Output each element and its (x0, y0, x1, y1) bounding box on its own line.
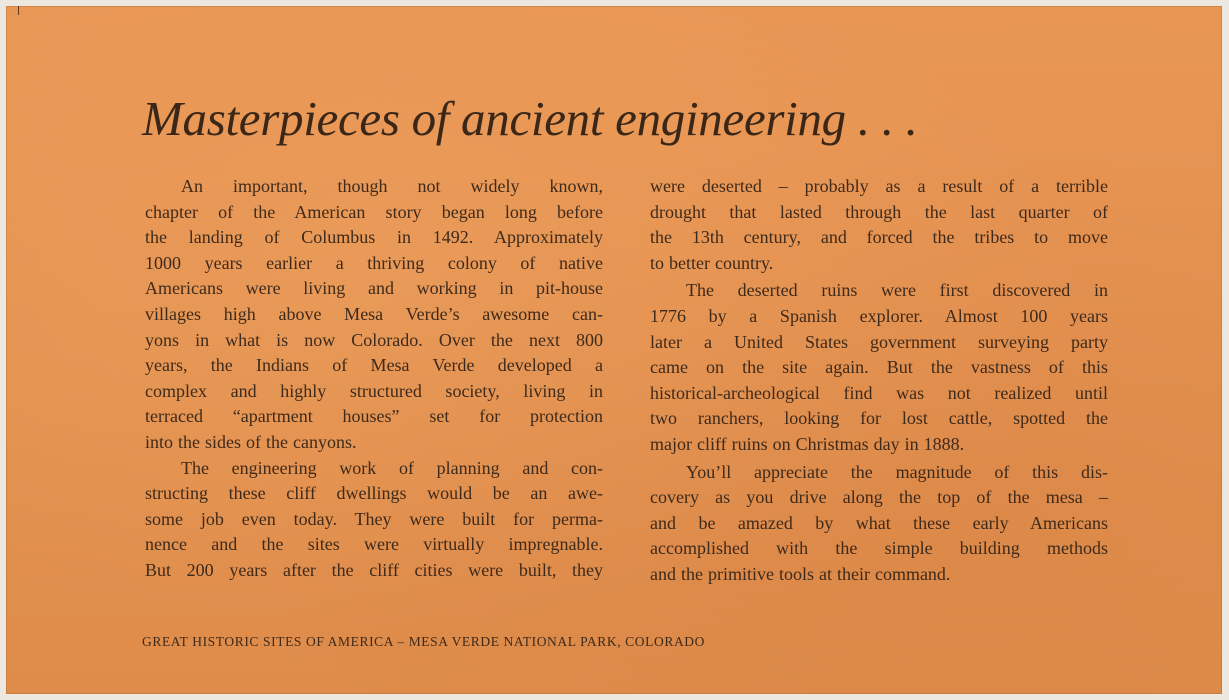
text-line: The deserted ruins were first discovered in (686, 280, 1108, 301)
text-line: Americans were living and working in pit-house (145, 278, 603, 299)
text-line: were deserted – probably as a result of a terrible (650, 176, 1108, 196)
paragraph-deserted (650, 174, 1108, 276)
text-line: some job even today. They were built for perma- (145, 508, 603, 529)
text-line: 1000 years earlier a thriving colony of native (145, 252, 603, 273)
text-line: complex and highly structured society, living in (145, 380, 603, 401)
text-line: two ranchers, looking for lost cattle, spotted the (650, 408, 1108, 429)
text-line: and the primitive tools at their command. (650, 563, 951, 584)
card-title: Masterpieces of ancient engineering . . . (142, 91, 918, 146)
text-line: and be amazed by what these early Americans (650, 512, 1108, 533)
text-line: chapter of the American story began long before (145, 201, 603, 222)
text-line: the 13th century, and forced the tribes to move (650, 227, 1108, 248)
text-line: An important, though not widely known, (181, 176, 603, 196)
text-line: 1776 by a Spanish explorer. Almost 100 years (650, 305, 1108, 326)
footer-caption: GREAT HISTORIC SITES OF AMERICA – MESA VERDE NATIONAL PARK, COLORADO (142, 634, 705, 649)
edge-mark (18, 6, 19, 15)
text-line: historical-archeological find was not realized until (650, 382, 1108, 403)
text-line: terraced “apartment houses” set for protection (145, 406, 603, 427)
text-line: nence and the sites were virtually impregnable. (145, 534, 603, 555)
paragraph-appreciate (650, 460, 1108, 588)
text-line: came on the site again. But the vastness of this (650, 357, 1108, 378)
text-line: to better country. (650, 252, 774, 273)
text-line: But 200 years after the cliff cities were built, they (145, 559, 603, 580)
text-line: accomplished with the simple building methods (650, 538, 1108, 559)
left-column (145, 174, 603, 584)
text-line: the landing of Columbus in 1492. Approximately (145, 227, 603, 248)
text-line: major cliff ruins on Christmas day in 1888. (650, 433, 965, 454)
paragraph-discovery (650, 278, 1108, 457)
text-line: The engineering work of planning and con- (181, 457, 603, 478)
body-columns (0, 174, 1229, 604)
right-column (650, 174, 1108, 588)
text-line: later a United States government surveying party (650, 331, 1108, 352)
text-line: drought that lasted through the last quarter of (650, 201, 1108, 222)
text-line: covery as you drive along the top of the mesa – (650, 487, 1108, 508)
text-line: villages high above Mesa Verde’s awesome can- (145, 303, 603, 324)
paragraph-intro (145, 174, 603, 456)
text-line: yons in what is now Colorado. Over the next 800 (145, 329, 603, 350)
paragraph-engineering (145, 456, 603, 584)
text-line: structing these cliff dwellings would be an awe- (145, 483, 603, 504)
text-line: You’ll appreciate the magnitude of this dis- (686, 461, 1108, 482)
text-line: into the sides of the canyons. (145, 431, 357, 452)
text-line: years, the Indians of Mesa Verde developed a (145, 355, 603, 376)
